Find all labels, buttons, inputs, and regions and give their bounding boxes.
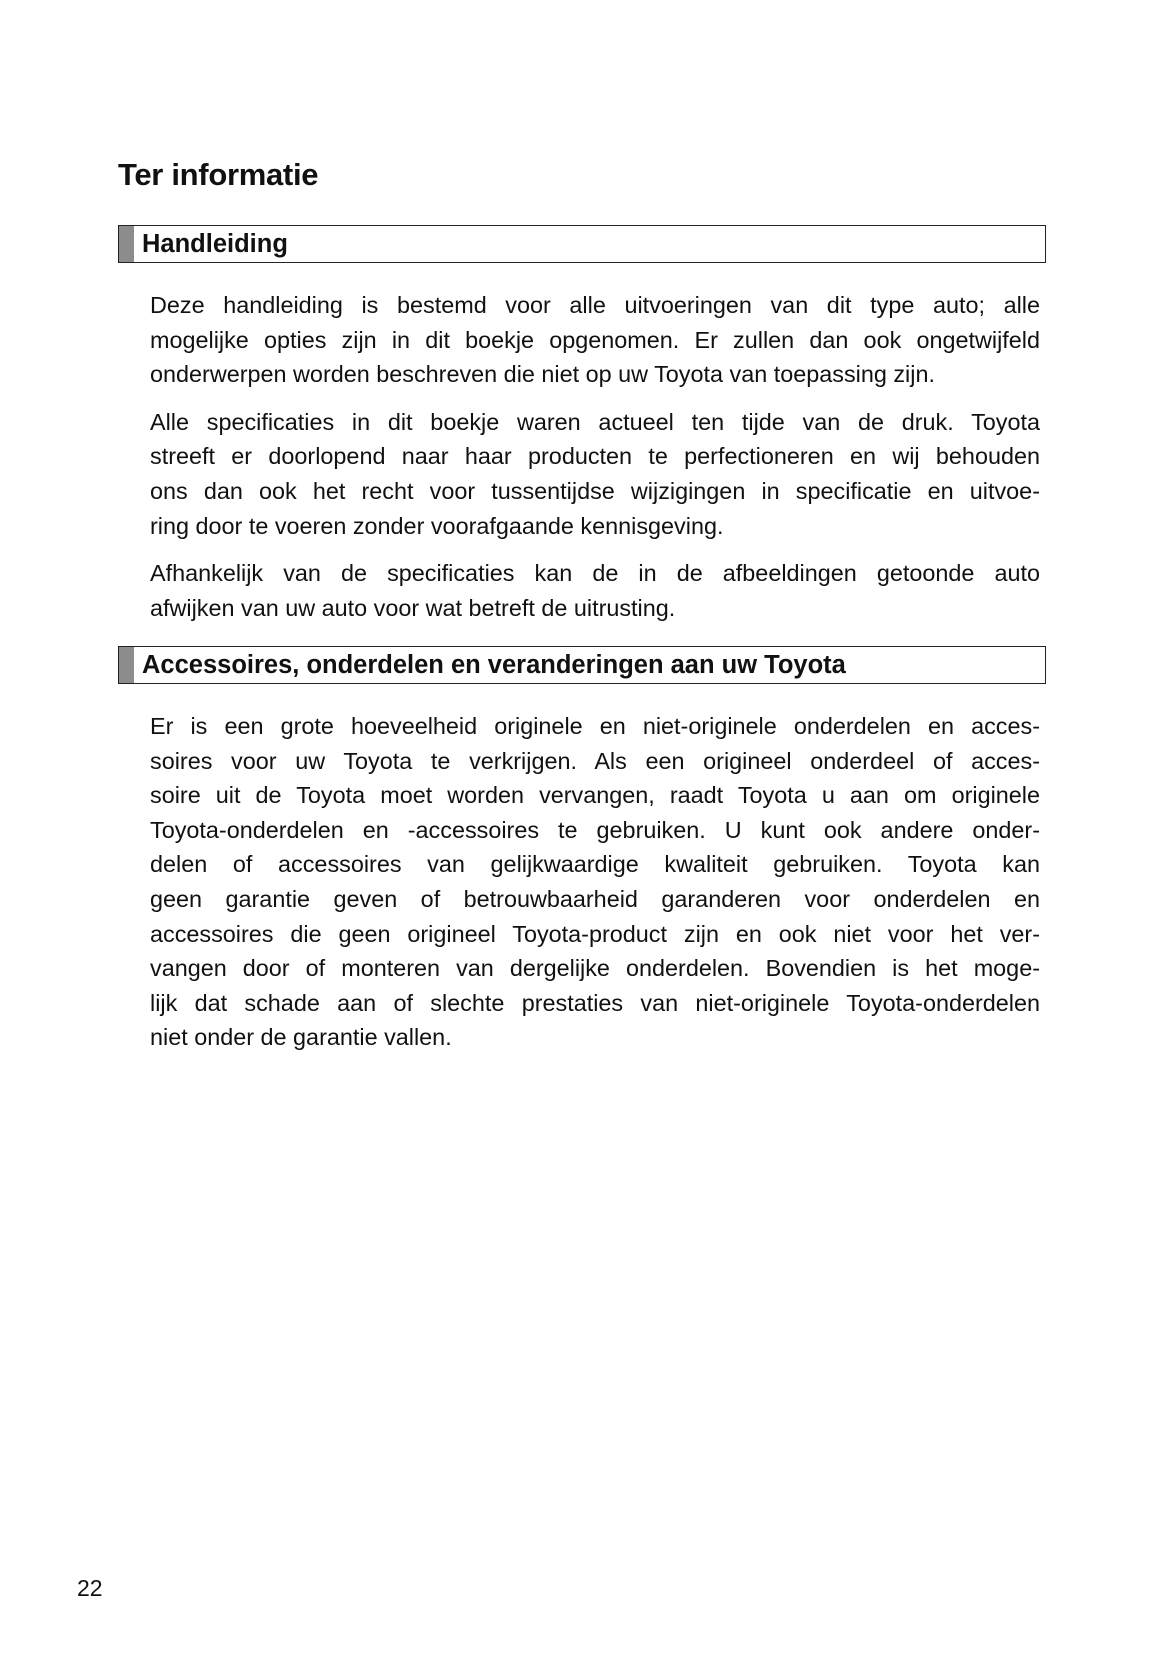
section-body-handleiding [150,288,1040,638]
page-title: Ter informatie [118,157,319,192]
text-line: delen of accessoires van gelijkwaardige kwaliteit gebruiken. Toyota kan [150,851,1040,878]
heading-accent-bar [119,647,134,683]
section-heading-label: Accessoires, onderdelen en veranderingen aan uw Toyota [142,651,846,679]
text-line: Er is een grote hoeveelheid originele en niet-originele onderdelen en acces- [150,713,1040,739]
paragraph [150,405,1040,543]
section-heading-handleiding [118,225,1046,263]
section-heading-accessoires [118,646,1046,684]
text-line: lijk dat schade aan of slechte prestaties van niet-originele Toyota-onderdelen [150,989,1040,1016]
text-line: Alle specificaties in dit boekje waren actueel ten tijde van de druk. Toyota [150,408,1040,435]
paragraph [150,288,1040,392]
heading-accent-bar [119,226,134,262]
section-heading-label: Handleiding [142,230,288,258]
paragraph [150,556,1040,625]
text-line: Deze handleiding is bestemd voor alle uitvoeringen van dit type auto; alle [150,292,1040,318]
text-line: geen garantie geven of betrouwbaarheid garanderen voor onderdelen en [150,885,1040,912]
text-line: Afhankelijk van de specificaties kan de in de afbeeldingen getoonde auto [150,560,1040,587]
text-line: onderwerpen worden beschreven die niet op uw Toyota van toepassing zijn. [150,361,935,388]
text-line: soire uit de Toyota moet worden vervangen, raadt Toyota u aan om originele [150,782,1040,809]
text-line: ons dan ook het recht voor tussentijdse wijzigingen in specificatie en uitvoe- [150,477,1040,504]
text-line: afwijken van uw auto voor wat betreft de uitrusting. [150,594,676,621]
text-line: accessoires die geen origineel Toyota-product zijn en ook niet voor het ver- [150,920,1040,947]
text-line: Toyota-onderdelen en -accessoires te gebruiken. U kunt ook andere onder- [150,816,1040,843]
text-line: niet onder de garantie vallen. [150,1024,452,1051]
text-line: soires voor uw Toyota te verkrijgen. Als een origineel onderdeel of acces- [150,747,1040,774]
text-line: vangen door of monteren van dergelijke onderdelen. Bovendien is het moge- [150,955,1040,982]
page-number: 22 [77,1575,103,1601]
text-line: ring door te voeren zonder voorafgaande kennisgeving. [150,512,724,539]
paragraph [150,709,1040,1055]
section-body-accessoires [150,709,1040,1068]
text-line: mogelijke opties zijn in dit boekje opgenomen. Er zullen dan ook ongetwijfeld [150,326,1040,353]
text-line: streeft er doorlopend naar haar producten te perfectioneren en wij behouden [150,443,1040,470]
